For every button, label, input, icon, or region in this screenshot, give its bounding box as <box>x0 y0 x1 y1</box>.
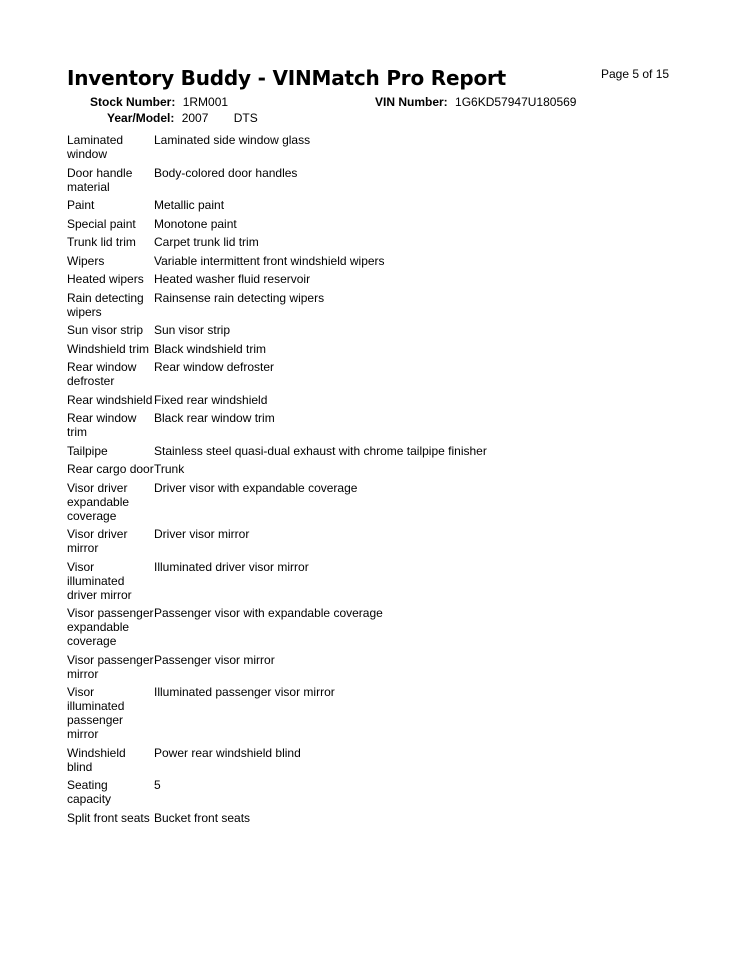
table-row <box>67 198 667 212</box>
stock-number-value: 1RM001 <box>182 95 229 109</box>
feature-label: Visor illuminated passenger mirror <box>67 685 125 741</box>
feature-label: Visor passenger expandable coverage <box>67 606 154 648</box>
feature-label: Visor driver expandable coverage <box>67 480 130 523</box>
feature-label: Windshield blind <box>67 745 126 774</box>
feature-label: Door handle material <box>67 165 133 194</box>
feature-value: Variable intermittent front windshield wipers <box>154 253 385 268</box>
table-row <box>67 291 667 319</box>
feature-value: Black windshield trim <box>154 341 267 356</box>
table-row <box>67 606 667 648</box>
vin-number-label: VIN Number: <box>375 95 448 109</box>
table-row <box>67 560 667 602</box>
table-row <box>67 778 667 806</box>
feature-value: Black rear window trim <box>154 411 275 425</box>
table-row <box>67 272 667 286</box>
feature-label: Heated wipers <box>67 272 144 286</box>
feature-label: Seating capacity <box>67 778 112 806</box>
vin-number <box>375 95 576 109</box>
table-row <box>67 481 667 523</box>
table-row <box>67 133 667 161</box>
model-value: DTS <box>233 111 258 125</box>
vin-number-value: 1G6KD57947U180569 <box>455 95 577 109</box>
feature-label: Split front seats <box>67 810 150 825</box>
stock-number-label: Stock Number: <box>90 95 176 109</box>
feature-label: Visor driver mirror <box>67 527 128 555</box>
feature-label: Visor illuminated driver mirror <box>67 559 132 602</box>
table-row <box>67 360 667 388</box>
feature-value: 5 <box>154 778 161 792</box>
table-row <box>67 653 667 681</box>
feature-label: Rear cargo door <box>67 462 154 476</box>
feature-value: Body-colored door handles <box>154 165 298 180</box>
feature-value: Sun visor strip <box>154 323 231 337</box>
table-row <box>67 393 667 407</box>
feature-label: Tailpipe <box>67 443 108 458</box>
feature-value: Passenger visor with expandable coverage <box>154 606 383 620</box>
year-model <box>107 111 258 125</box>
year-model-label: Year/Model: <box>107 111 175 125</box>
feature-label: Wipers <box>67 253 105 268</box>
feature-label: Rain detecting wipers <box>67 290 144 319</box>
feature-label: Visor passenger mirror <box>67 652 154 681</box>
table-row <box>67 811 667 825</box>
table-row <box>67 235 667 249</box>
page-number: Page 5 of 15 <box>601 67 670 81</box>
feature-label: Windshield trim <box>67 341 150 356</box>
feature-value: Fixed rear windshield <box>154 392 268 407</box>
table-row <box>67 342 667 356</box>
table-row <box>67 411 667 439</box>
feature-value: Heated washer fluid reservoir <box>154 272 311 286</box>
table-row <box>67 254 667 268</box>
feature-value: Bucket front seats <box>154 810 251 825</box>
table-row <box>67 746 667 774</box>
feature-value: Power rear windshield blind <box>154 745 301 760</box>
feature-label: Rear windshield <box>67 392 153 407</box>
feature-value: Passenger visor mirror <box>154 652 275 667</box>
feature-value: Illuminated driver visor mirror <box>154 559 309 574</box>
feature-label: Sun visor strip <box>67 323 144 337</box>
table-row <box>67 685 667 741</box>
feature-label: Rear window trim <box>67 411 137 439</box>
table-row <box>67 166 667 194</box>
feature-value: Illuminated passenger visor mirror <box>154 685 335 699</box>
table-row <box>67 444 667 458</box>
table-row <box>67 462 667 476</box>
feature-label: Special paint <box>67 216 136 231</box>
feature-value: Monotone paint <box>154 216 237 231</box>
feature-value: Stainless steel quasi-dual exhaust with chrome tailpipe finisher <box>154 443 487 458</box>
feature-value: Rear window defroster <box>154 360 275 374</box>
report-title: Inventory Buddy - VINMatch Pro Report <box>67 66 507 90</box>
feature-label: Paint <box>67 198 95 212</box>
feature-value: Trunk <box>154 462 185 476</box>
table-row <box>67 527 667 555</box>
feature-label: Rear window defroster <box>67 360 137 388</box>
feature-value: Laminated side window glass <box>154 133 311 147</box>
feature-value: Metallic paint <box>154 198 225 212</box>
table-row <box>67 217 667 231</box>
feature-label: Laminated window <box>67 133 124 161</box>
year-value: 2007 <box>181 111 209 125</box>
stock-number <box>90 95 228 109</box>
feature-value: Driver visor with expandable coverage <box>154 480 358 495</box>
feature-value: Driver visor mirror <box>154 527 250 541</box>
feature-table <box>67 133 667 829</box>
feature-label: Trunk lid trim <box>67 235 136 249</box>
table-row <box>67 323 667 337</box>
feature-value: Rainsense rain detecting wipers <box>154 290 325 305</box>
feature-value: Carpet trunk lid trim <box>154 235 259 249</box>
